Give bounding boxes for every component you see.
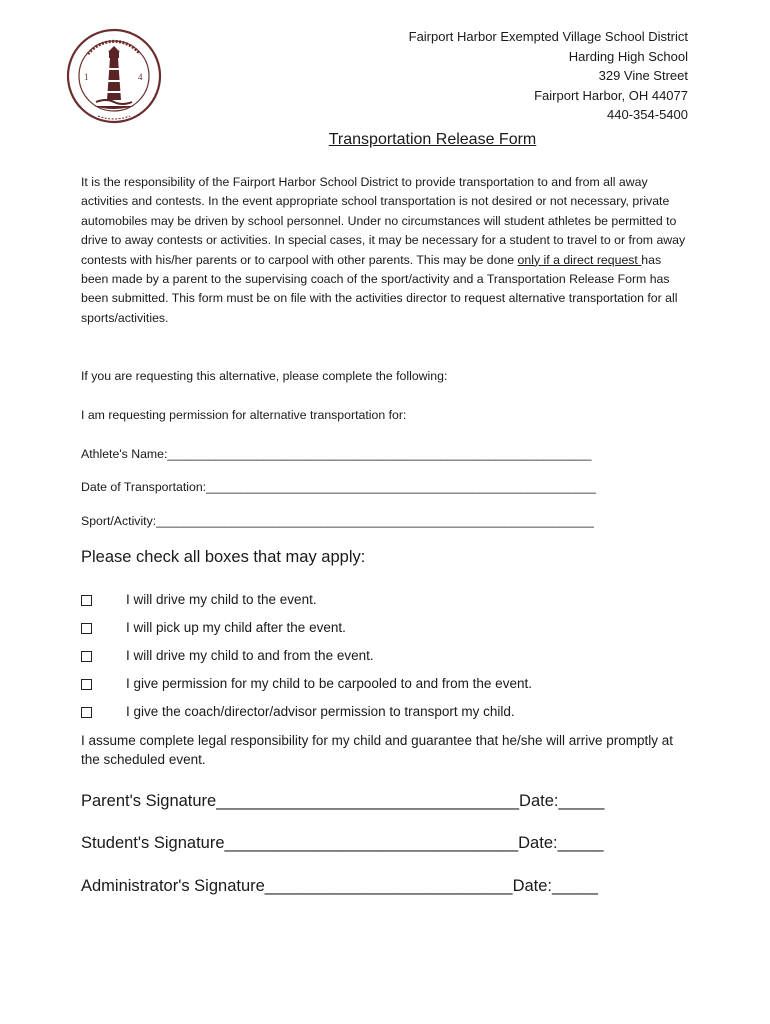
intro-paragraph: It is the responsibility of the Fairport Harbor School District to provide transportation to and from all away activities and contests. In the event appropriate school transportation is not desired or not necessary, private automobiles may be driven by school personnel. Under no circumstances will student athletes be permitted to drive to away contests or activities. In special cases, it may be necessary for a student to travel to or from away contests with his/her parents or to carpool with other parents. This may be done only if a direct request has been made by a parent to the supervising coach of the sport/activity and a Transportation Release Form has been submitted. This form must be on file with the activities director to request alternative transportation for all sports/activities.: [81, 175, 686, 325]
parent-signature-line[interactable]: Parent's Signature_________________________________Date:_____: [81, 792, 605, 810]
checkbox-label: I give the coach/director/advisor permission to transport my child.: [126, 704, 515, 719]
athlete-name-field[interactable]: Athlete's Name:______________________________________________________________: [81, 447, 592, 461]
checkbox-label: I will pick up my child after the event.: [126, 620, 346, 635]
checkbox[interactable]: [81, 595, 92, 606]
checkbox-heading: Please check all boxes that may apply:: [81, 548, 366, 566]
sport-activity-field[interactable]: Sport/Activity:________________________________________________________________: [81, 514, 594, 528]
transport-date-field[interactable]: Date of Transportation:_________________________________________________________: [81, 480, 596, 494]
administrator-signature-line[interactable]: Administrator's Signature___________________________Date:_____: [81, 877, 598, 895]
district-name: Fairport Harbor Exempted Village School District: [408, 29, 688, 44]
checkbox-label: I will drive my child to and from the event.: [126, 648, 374, 663]
school-address-block: [409, 27, 688, 125]
street-address: 329 Vine Street: [598, 68, 688, 83]
svg-text:4: 4: [138, 72, 143, 82]
checkbox[interactable]: [81, 679, 92, 690]
school-seal-logo: [66, 28, 162, 124]
student-signature-line[interactable]: Student's Signature________________________________Date:_____: [81, 834, 604, 852]
checkbox[interactable]: [81, 623, 92, 634]
instruction-text: If you are requesting this alternative, please complete the following:: [81, 369, 448, 383]
svg-text:1: 1: [84, 72, 89, 82]
form-title: Transportation Release Form: [328, 131, 537, 148]
request-text: I am requesting permission for alternative transportation for:: [81, 408, 407, 422]
underlined-phrase: only if a direct request: [517, 252, 642, 267]
checkbox[interactable]: [81, 707, 92, 718]
checkbox-label: I will drive my child to the event.: [126, 592, 317, 607]
phone-number: 440-354-5400: [607, 107, 688, 122]
school-name: Harding High School: [568, 48, 688, 64]
checkbox-label: I give permission for my child to be carpooled to and from the event.: [126, 676, 532, 691]
responsibility-statement: I assume complete legal responsibility for my child and guarantee that he/she will arrive promptly at the scheduled event.: [81, 733, 674, 767]
checkbox[interactable]: [81, 651, 92, 662]
city-state-zip: Fairport Harbor, OH 44077: [534, 87, 688, 103]
